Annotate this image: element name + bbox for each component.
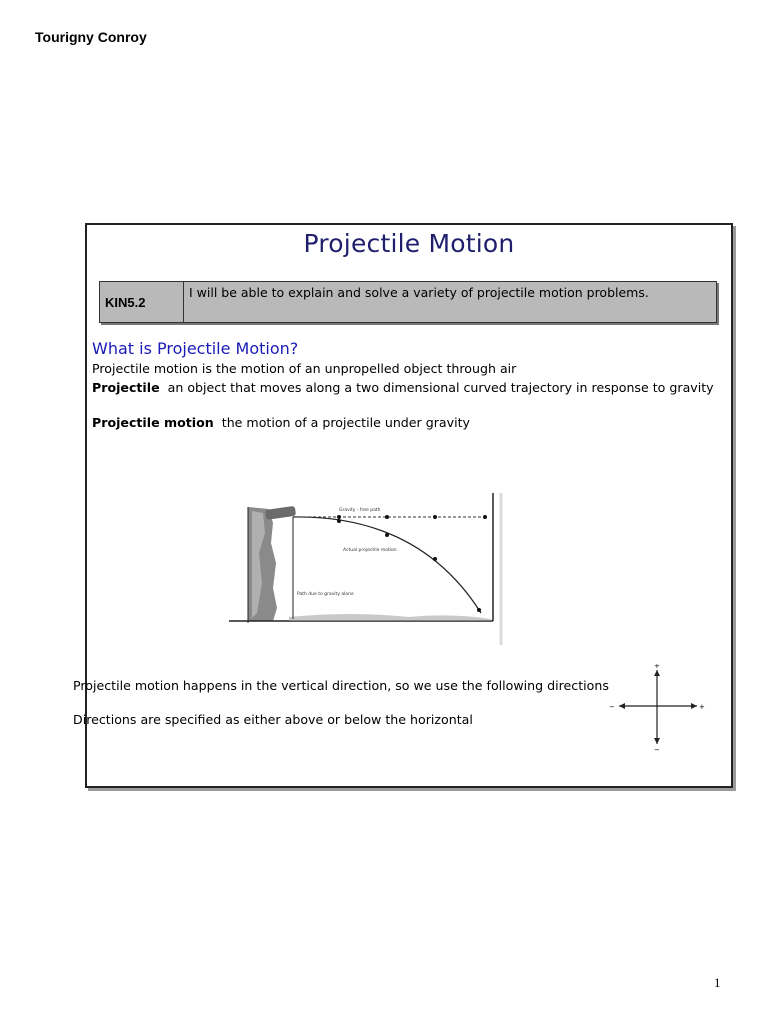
projectile-def-text: an object that moves along a two dimensional curved trajectory in response to gravity — [167, 380, 714, 395]
definition-line: Projectile motion is the motion of an unpropelled object through air — [92, 361, 517, 376]
section-heading: What is Projectile Motion? — [92, 339, 299, 358]
motion-term: Projectile motion — [92, 415, 214, 430]
author-name: Tourigny Conroy — [35, 29, 147, 45]
objective-text: I will be able to explain and solve a variety of projectile motion problems. — [189, 285, 649, 300]
horizontal-line: Directions are specified as either above or below the horizontal — [73, 712, 473, 727]
direction-line: Projectile motion happens in the vertical direction, so we use the following directions — [73, 678, 609, 693]
objective-table — [99, 281, 717, 323]
direction-axes — [609, 664, 705, 752]
objective-code: KIN5.2 — [100, 282, 184, 322]
projectile-diagram — [229, 493, 511, 645]
gravity-alone-label: Path due to gravity alone — [297, 592, 354, 597]
motion-def-text: the motion of a projectile under gravity — [221, 415, 470, 430]
axis-left-label: − — [609, 703, 615, 711]
axis-up-label: + — [654, 664, 660, 670]
slide-title: Projectile Motion — [303, 229, 515, 258]
projectile-term: Projectile — [92, 380, 160, 395]
axis-down-label: − — [654, 746, 660, 752]
gravity-free-label: Gravity - free path — [339, 508, 381, 513]
page-number: 1 — [714, 975, 721, 990]
motion-definition — [92, 415, 470, 430]
slide — [73, 223, 733, 788]
actual-motion-label: Actual projectile motion — [343, 548, 397, 553]
axis-right-label: + — [699, 703, 705, 711]
projectile-definition — [92, 380, 714, 395]
